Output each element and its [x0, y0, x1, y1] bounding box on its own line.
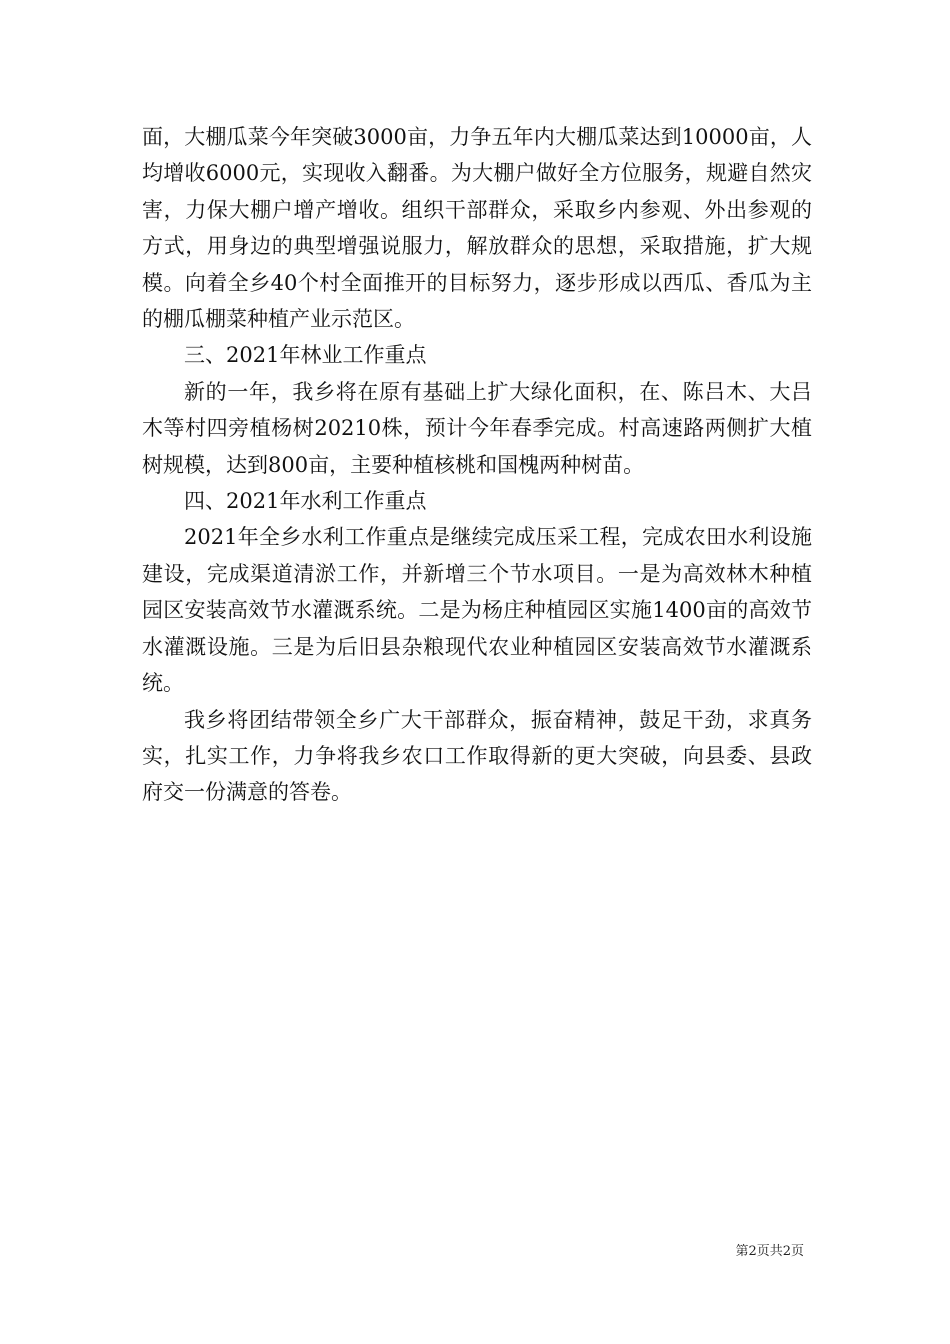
paragraph-conclusion: 我乡将团结带领全乡广大干部群众，振奋精神，鼓足干劲，求真务实，扎实工作，力争将我乡农口工作取得新的更大突破，向县委、县政府交一份满意的答卷。: [142, 707, 812, 805]
paragraph-water-conservancy: 2021年全乡水利工作重点是继续完成压采工程，完成农田水利设施建设，完成渠道清淤工作，并新增三个节水项目。一是为高效林木种植园区安装高效节水灌溉系统。二是为杨庄种植园区实施1400亩的高效节水灌溉设施。三是为后旧县杂粮现代农业种植园区安装高效节水灌溉系统。: [142, 525, 812, 696]
paragraph-greenhouse: 面，大棚瓜菜今年突破3000亩，力争五年内大棚瓜菜达到10000亩，人均增收6000元，实现收入翻番。为大棚户做好全方位服务，规避自然灾害，力保大棚户增产增收。组织干部群众，采取乡内参观、外出参观的方式，用身边的典型增强说服力，解放群众的思想，采取措施，扩大规模。向着全乡40个村全面推开的目标努力，逐步形成以西瓜、香瓜为主的棚瓜棚菜种植产业示范区。: [142, 125, 812, 332]
heading-forestry: 三、2021年林业工作重点: [184, 343, 427, 368]
page-footer: 第2页共2页: [735, 1244, 804, 1259]
heading-water-conservancy: 四、2021年水利工作重点: [184, 489, 427, 514]
document-body: [142, 119, 812, 811]
paragraph-forestry: 新的一年，我乡将在原有基础上扩大绿化面积，在、陈吕木、大吕木等村四旁植杨树20210株，预计今年春季完成。村高速路两侧扩大植树规模，达到800亩，主要种植核桃和国槐两种树苗。: [142, 379, 812, 477]
